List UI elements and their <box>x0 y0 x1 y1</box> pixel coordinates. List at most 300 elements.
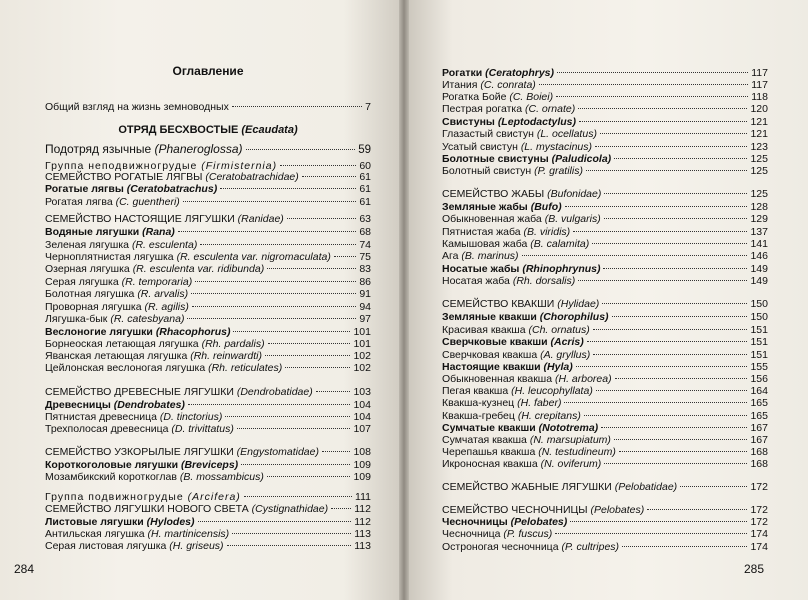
toc-entry-name: Мозамбикский короткоглав <box>45 471 177 483</box>
toc-entry <box>442 528 768 540</box>
toc-entry-title <box>442 165 583 177</box>
leader-dots <box>612 316 748 317</box>
toc-entry-latin: (Breviceps) <box>180 459 239 471</box>
toc-entry <box>45 196 371 208</box>
toc-entry-page: 83 <box>359 263 371 275</box>
toc-entry-page: 113 <box>354 540 371 552</box>
toc-entry-page: 149 <box>750 275 768 287</box>
page-number-left: 284 <box>14 562 35 576</box>
toc-entry <box>442 226 768 238</box>
toc-entry-page: 125 <box>750 153 768 165</box>
toc-entry-page: 146 <box>750 250 768 262</box>
toc-entry <box>45 411 371 423</box>
toc-entry-latin: (Hylodes) <box>146 516 195 528</box>
toc-entry-title <box>442 324 590 336</box>
toc-entry <box>442 311 768 323</box>
toc-entry-title <box>45 171 299 183</box>
toc-entry-page: 174 <box>750 528 768 540</box>
toc-entry-title <box>442 434 611 446</box>
toc-entry-page: 125 <box>750 165 768 177</box>
toc-entry-name: Трехполосая древесница <box>45 423 169 435</box>
toc-entry-latin: (Rh. reticulates) <box>208 362 283 374</box>
toc-entry-name: Пестрая рогатка <box>442 103 523 115</box>
leader-dots <box>602 303 747 304</box>
toc-entry-latin: (Rh. pardalis) <box>201 338 265 350</box>
toc-entry-name: Сумчатая квакша <box>442 434 527 446</box>
toc-entry-name: Черноплятнистая лягушка <box>45 251 174 263</box>
toc-entry-name: Носатые жабы <box>442 263 520 275</box>
toc-entry-title <box>45 411 222 423</box>
toc-entry-title <box>442 116 576 128</box>
toc-entry-page: 68 <box>359 226 371 238</box>
toc-entry-title <box>45 196 180 208</box>
leader-dots <box>265 355 350 356</box>
leader-dots <box>619 451 748 452</box>
toc-entry-page: 167 <box>750 422 768 434</box>
toc-entry-latin: (H. faber) <box>517 397 562 409</box>
leader-dots <box>647 509 747 510</box>
leader-dots <box>268 343 351 344</box>
toc-entry-title <box>45 516 195 528</box>
toc-entry <box>442 516 768 528</box>
leader-dots <box>198 521 352 522</box>
toc-entry-latin: (Cystignathidae) <box>251 503 329 515</box>
toc-entry-name: СЕМЕЙСТВО ДРЕВЕСНЫЕ ЛЯГУШКИ <box>45 386 234 398</box>
toc-entry-latin: (C. Boiei) <box>509 91 554 103</box>
toc-entry-title <box>442 361 573 373</box>
toc-entry-name: Рогатки <box>442 67 483 79</box>
toc-entry <box>45 528 371 540</box>
leader-dots <box>233 331 350 332</box>
toc-entry-title <box>45 338 265 350</box>
leader-dots <box>565 206 748 207</box>
toc-entry-title <box>442 504 644 516</box>
toc-entry-title <box>442 446 616 458</box>
toc-entry-page: 113 <box>354 528 371 540</box>
toc-entry-latin: (R. temporaria) <box>121 276 193 288</box>
toc-entry-page: 172 <box>750 516 768 528</box>
toc-entry <box>45 251 371 263</box>
toc-entry <box>45 540 371 552</box>
toc-entry-page: 112 <box>354 516 371 528</box>
toc-entry-title <box>45 423 234 435</box>
toc-entry-latin: (Rana) <box>142 226 175 238</box>
toc-entry-name: СЕМЕЙСТВО ЖАБНЫЕ ЛЯГУШКИ <box>442 481 612 493</box>
leader-dots <box>586 170 748 171</box>
leader-dots <box>187 318 356 319</box>
toc-entry-latin: (Nototrema) <box>538 422 599 434</box>
leader-dots <box>576 366 748 367</box>
book-gutter <box>399 0 409 600</box>
toc-entry-latin: (Paludicola) <box>551 153 612 165</box>
toc-entry-title <box>442 128 597 140</box>
toc-entry-page: 104 <box>353 399 371 411</box>
toc-entry-page: 103 <box>353 386 371 398</box>
toc-entry-latin: (Ceratobatrachidae) <box>205 171 299 183</box>
toc-entry-name: СЕМЕЙСТВО РОГАТЫЕ ЛЯГВЫ <box>45 171 203 183</box>
toc-entry-general <box>45 101 371 113</box>
leader-dots <box>573 231 747 232</box>
toc-entry-page: 125 <box>750 188 768 200</box>
toc-entry-name: СЕМЕЙСТВО ЛЯГУШКИ НОВОГО СВЕТА <box>45 503 249 515</box>
toc-entry-title <box>45 143 243 155</box>
toc-entry-page: 7 <box>365 101 371 113</box>
toc-entry-latin: (Rh. dorsalis) <box>512 275 576 287</box>
toc-entry <box>45 471 371 483</box>
toc-entry-title <box>45 276 192 288</box>
toc-entry-name: Водяные лягушки <box>45 226 140 238</box>
toc-entry-page: 172 <box>750 481 768 493</box>
toc-entry <box>442 361 768 373</box>
toc-entry <box>442 153 768 165</box>
toc-entry-name: Озерная лягушка <box>45 263 130 275</box>
toc-entry-name: Пятнистая древесница <box>45 411 157 423</box>
toc-entry-name: Лягушка-бык <box>45 313 108 325</box>
leader-dots <box>615 378 748 379</box>
leader-dots <box>604 193 747 194</box>
toc-entry-title <box>45 350 262 362</box>
toc-entry <box>442 446 768 458</box>
toc-entry-latin: (Leptodactylus) <box>497 116 576 128</box>
toc-entry-name: Обыкновенная жаба <box>442 213 542 225</box>
toc-entry-name: Земляные жабы <box>442 201 528 213</box>
toc-entry-page: 149 <box>750 263 768 275</box>
toc-entry <box>442 263 768 275</box>
toc-entry-page: 168 <box>750 458 768 470</box>
toc-entry-name: Итания <box>442 79 478 91</box>
leader-dots <box>178 231 357 232</box>
toc-entry-page: 111 <box>355 491 371 503</box>
toc-entry <box>45 143 371 156</box>
leader-dots <box>331 508 351 509</box>
toc-entry-page: 63 <box>359 213 371 225</box>
toc-entry-title <box>442 226 570 238</box>
leader-dots <box>578 280 747 281</box>
toc-entry-latin: (B. marinus) <box>461 250 519 262</box>
toc-entry-latin: (C. guentheri) <box>115 196 180 208</box>
toc-entry-title <box>442 541 619 553</box>
leader-dots <box>557 72 748 73</box>
toc-entry-name: Веслоногие лягушки <box>45 326 153 338</box>
toc-entry-page: 118 <box>751 91 768 103</box>
leader-dots <box>188 404 351 405</box>
toc-entry-page: 165 <box>750 397 768 409</box>
toc-entry-name: Черепашья квакша <box>442 446 536 458</box>
toc-entry-name: Усатый свистун <box>442 141 518 153</box>
toc-entry-latin: (D. trivittatus) <box>171 423 234 435</box>
toc-entry-name: Антильская лягушка <box>45 528 145 540</box>
toc-entry-name: Цейлонская веслоногая лягушка <box>45 362 206 374</box>
toc-entry-name: Проворная лягушка <box>45 301 142 313</box>
toc-entry-latin: (L. mystacinus) <box>520 141 592 153</box>
toc-entry-latin: (Ch. ornatus) <box>528 324 590 336</box>
toc-entry <box>442 103 768 115</box>
toc-entry <box>45 226 371 238</box>
toc-entry-latin: (B. mossambicus) <box>179 471 264 483</box>
toc-entry-page: 151 <box>750 336 768 348</box>
leader-dots <box>267 476 351 477</box>
toc-entry-page: 101 <box>353 326 371 338</box>
toc-entry-latin: (C. conrata) <box>480 79 536 91</box>
leader-dots <box>246 149 356 150</box>
toc-entry-page: 109 <box>353 471 371 483</box>
toc-entry-name: Древесницы <box>45 399 111 411</box>
toc-entry-title <box>442 91 553 103</box>
leader-dots <box>622 546 747 547</box>
toc-entry-page: 117 <box>751 67 768 79</box>
toc-entry-title <box>45 446 319 458</box>
toc-entry-title <box>45 313 184 325</box>
toc-entry-latin: (Pelobatidae) <box>614 481 678 493</box>
toc-entry <box>45 516 371 528</box>
toc-entry-title <box>442 481 677 493</box>
toc-entry-page: 86 <box>359 276 371 288</box>
toc-entry-name: Сверчковая квакша <box>442 349 538 361</box>
toc-entry <box>442 349 768 361</box>
leader-dots <box>191 293 356 294</box>
toc-entry <box>45 459 371 471</box>
toc-entry-title <box>45 540 224 552</box>
leader-dots <box>195 281 356 282</box>
toc-entry <box>45 338 371 350</box>
leader-dots <box>555 533 747 534</box>
toc-entry-latin: (R. arvalis) <box>137 288 189 300</box>
leader-dots <box>539 84 748 85</box>
leader-dots <box>579 121 747 122</box>
toc-entry-latin: (Dendrobatidae) <box>236 386 313 398</box>
leader-dots <box>556 96 748 97</box>
toc-entry-name: Красивая квакша <box>442 324 526 336</box>
toc-entry-latin: (P. gratilis) <box>534 165 583 177</box>
toc-entry <box>45 276 371 288</box>
toc-entry <box>45 171 371 183</box>
toc-entry-latin: (P. cultripes) <box>561 541 620 553</box>
toc-entry-title <box>442 336 584 348</box>
leader-dots <box>241 464 350 465</box>
leader-dots <box>334 256 356 257</box>
toc-entry <box>442 541 768 553</box>
toc-entry <box>442 79 768 91</box>
toc-entry-name: Листовые лягушки <box>45 516 144 528</box>
toc-entry-page: 150 <box>750 298 768 310</box>
toc-entry-name: Рогатка Бойе <box>442 91 507 103</box>
toc-entry <box>45 503 371 515</box>
leader-dots <box>587 341 748 342</box>
toc-entry-latin: (Hylidae) <box>557 298 600 310</box>
toc-entry-page: 151 <box>750 324 768 336</box>
toc-entry-latin: (Dendrobates) <box>113 399 185 411</box>
toc-entry <box>442 275 768 287</box>
toc-entry-latin: (H. arborea) <box>554 373 612 385</box>
leader-dots <box>225 416 350 417</box>
toc-entry-name: СЕМЕЙСТВО УЗКОРЫЛЫЕ ЛЯГУШКИ <box>45 446 234 458</box>
leader-dots <box>570 521 747 522</box>
toc-entry-page: 128 <box>750 201 768 213</box>
toc-entry-name: Носатая жаба <box>442 275 510 287</box>
toc-entry-title <box>45 503 328 515</box>
toc-entry <box>442 141 768 153</box>
toc-entry-page: 102 <box>353 350 371 362</box>
leader-dots <box>680 486 747 487</box>
toc-entry-latin: (D. tinctorius) <box>159 411 223 423</box>
toc-entry-latin: (R. esculenta var. ridibunda) <box>132 263 265 275</box>
toc-entry <box>442 410 768 422</box>
toc-entry-latin: (Engystomatidae) <box>236 446 319 458</box>
toc-entry-latin: (Ceratobatrachus) <box>126 183 218 195</box>
leader-dots <box>603 268 747 269</box>
toc-entry <box>45 183 371 195</box>
toc-entry-title <box>45 362 282 374</box>
toc-entry-name: Сверчковые квакши <box>442 336 548 348</box>
toc-entry-page: 165 <box>750 410 768 422</box>
toc-entry-title <box>442 349 590 361</box>
leader-dots <box>592 243 747 244</box>
toc-entry-title <box>442 213 601 225</box>
leader-dots <box>578 108 747 109</box>
toc-entry <box>442 250 768 262</box>
leader-dots <box>280 165 356 166</box>
toc-entry-latin: (Acris) <box>550 336 584 348</box>
toc-entry <box>442 385 768 397</box>
order-heading <box>45 124 371 136</box>
toc-entry <box>45 399 371 411</box>
toc-entry-page: 141 <box>750 238 768 250</box>
leader-dots <box>595 146 747 147</box>
toc-entry <box>45 491 371 503</box>
toc-entry-latin: (Rh. reinwardti) <box>190 350 262 362</box>
toc-entry-title <box>442 201 562 213</box>
toc-entry <box>442 188 768 200</box>
toc-entry-name: Остроногая чесночница <box>442 541 559 553</box>
toc-entry-page: 61 <box>359 196 371 208</box>
toc-entry-page: 123 <box>750 141 768 153</box>
toc-entry-name: Рогатая лягва <box>45 196 113 208</box>
leader-dots <box>183 201 357 202</box>
toc-entry-latin: (Bufo) <box>530 201 562 213</box>
toc-entry <box>442 116 768 128</box>
toc-entry-latin: (Pelobates) <box>510 516 568 528</box>
toc-entry-name: Земляные квакши <box>442 311 537 323</box>
toc-entry <box>442 67 768 79</box>
toc-title: Оглавление <box>172 64 244 78</box>
toc-entry-name: Пегая квакша <box>442 385 509 397</box>
toc-entry-page: 112 <box>354 503 371 515</box>
toc-entry <box>45 301 371 313</box>
toc-entry-page: 107 <box>353 423 371 435</box>
toc-entry-title <box>442 67 554 79</box>
toc-entry-title <box>45 263 264 275</box>
toc-entry-name: Пятнистая жаба <box>442 226 521 238</box>
toc-entry <box>45 423 371 435</box>
leader-dots <box>287 218 357 219</box>
toc-entry <box>442 336 768 348</box>
toc-entry-name: СЕМЕЙСТВО ЖАБЫ <box>442 188 545 200</box>
leader-dots <box>596 390 748 391</box>
toc-entry-page: 61 <box>359 183 371 195</box>
toc-entry-name: СЕМЕЙСТВО КВАКШИ <box>442 298 555 310</box>
leader-dots <box>522 255 748 256</box>
leader-dots <box>601 427 747 428</box>
leader-dots <box>593 329 748 330</box>
toc-entry-latin: (Hyla) <box>543 361 573 373</box>
toc-entry <box>442 298 768 310</box>
toc-entry-page: 155 <box>750 361 768 373</box>
toc-entry-page: 104 <box>353 411 371 423</box>
toc-entry-page: 108 <box>353 446 371 458</box>
toc-entry-latin: (B. viridis) <box>523 226 571 238</box>
order-heading-latin: (Ecaudata) <box>241 124 298 136</box>
toc-entry-name: Камышовая жаба <box>442 238 528 250</box>
leader-dots <box>220 188 356 189</box>
page-number-right: 285 <box>744 562 765 576</box>
toc-entry-title <box>442 298 599 310</box>
leader-dots <box>302 176 357 177</box>
toc-entry-latin: (L. ocellatus) <box>536 128 597 140</box>
toc-entry <box>45 313 371 325</box>
leader-dots <box>232 106 362 107</box>
toc-entry-latin: (Chorophilus) <box>539 311 609 323</box>
toc-entry-name: Чесночница <box>442 528 501 540</box>
toc-entry-title <box>442 422 598 434</box>
leader-dots <box>600 133 748 134</box>
toc-entry-latin: (H. crepitans) <box>517 410 581 422</box>
toc-entry-latin: (N. marsupiatum) <box>529 434 611 446</box>
toc-entry-page: 59 <box>358 144 371 156</box>
toc-entry-page: 137 <box>750 226 768 238</box>
toc-entry-page: 121 <box>750 116 768 128</box>
toc-entry-latin: (R. catesbyana) <box>110 313 185 325</box>
toc-entry <box>442 91 768 103</box>
toc-entry-latin: (Bufonidae) <box>547 188 602 200</box>
toc-entry <box>45 362 371 374</box>
toc-entry-title <box>45 399 185 411</box>
leader-dots <box>604 463 747 464</box>
toc-entry <box>45 326 371 338</box>
leader-dots <box>614 158 747 159</box>
toc-entry-page: 156 <box>750 373 768 385</box>
toc-entry-name: Глазастый свистун <box>442 128 534 140</box>
leader-dots <box>267 268 356 269</box>
toc-entry <box>442 324 768 336</box>
toc-entry-name: Борнеоская летающая лягушка <box>45 338 199 350</box>
toc-entry-page: 101 <box>353 338 371 350</box>
toc-entry-page: 121 <box>750 128 768 140</box>
toc-entry <box>442 458 768 470</box>
leader-dots <box>227 545 352 546</box>
toc-entry-page: 120 <box>750 103 768 115</box>
toc-entry-page: 172 <box>750 504 768 516</box>
toc-entry-latin: (Firmisternia) <box>201 160 278 172</box>
toc-entry-page: 75 <box>359 251 371 263</box>
toc-entry-page: 150 <box>750 311 768 323</box>
toc-entry-page: 151 <box>750 349 768 361</box>
toc-entry-title <box>442 385 593 397</box>
toc-entry-latin: (R. agilis) <box>144 301 189 313</box>
toc-entry-page: 60 <box>359 160 371 172</box>
toc-entry-name: Серая лягушка <box>45 276 119 288</box>
toc-entry-title <box>442 153 611 165</box>
toc-entry-name: Свистуны <box>442 116 495 128</box>
leader-dots <box>192 306 356 307</box>
leader-dots <box>593 354 747 355</box>
toc-entry-page: 164 <box>750 385 768 397</box>
leader-dots <box>232 533 351 534</box>
leader-dots <box>285 367 350 368</box>
toc-entry-page: 74 <box>359 239 371 251</box>
toc-entry-name: СЕМЕЙСТВО НАСТОЯЩИЕ ЛЯГУШКИ <box>45 213 235 225</box>
toc-entry-name: Короткоголовые лягушки <box>45 459 179 471</box>
toc-entry-title <box>45 528 229 540</box>
